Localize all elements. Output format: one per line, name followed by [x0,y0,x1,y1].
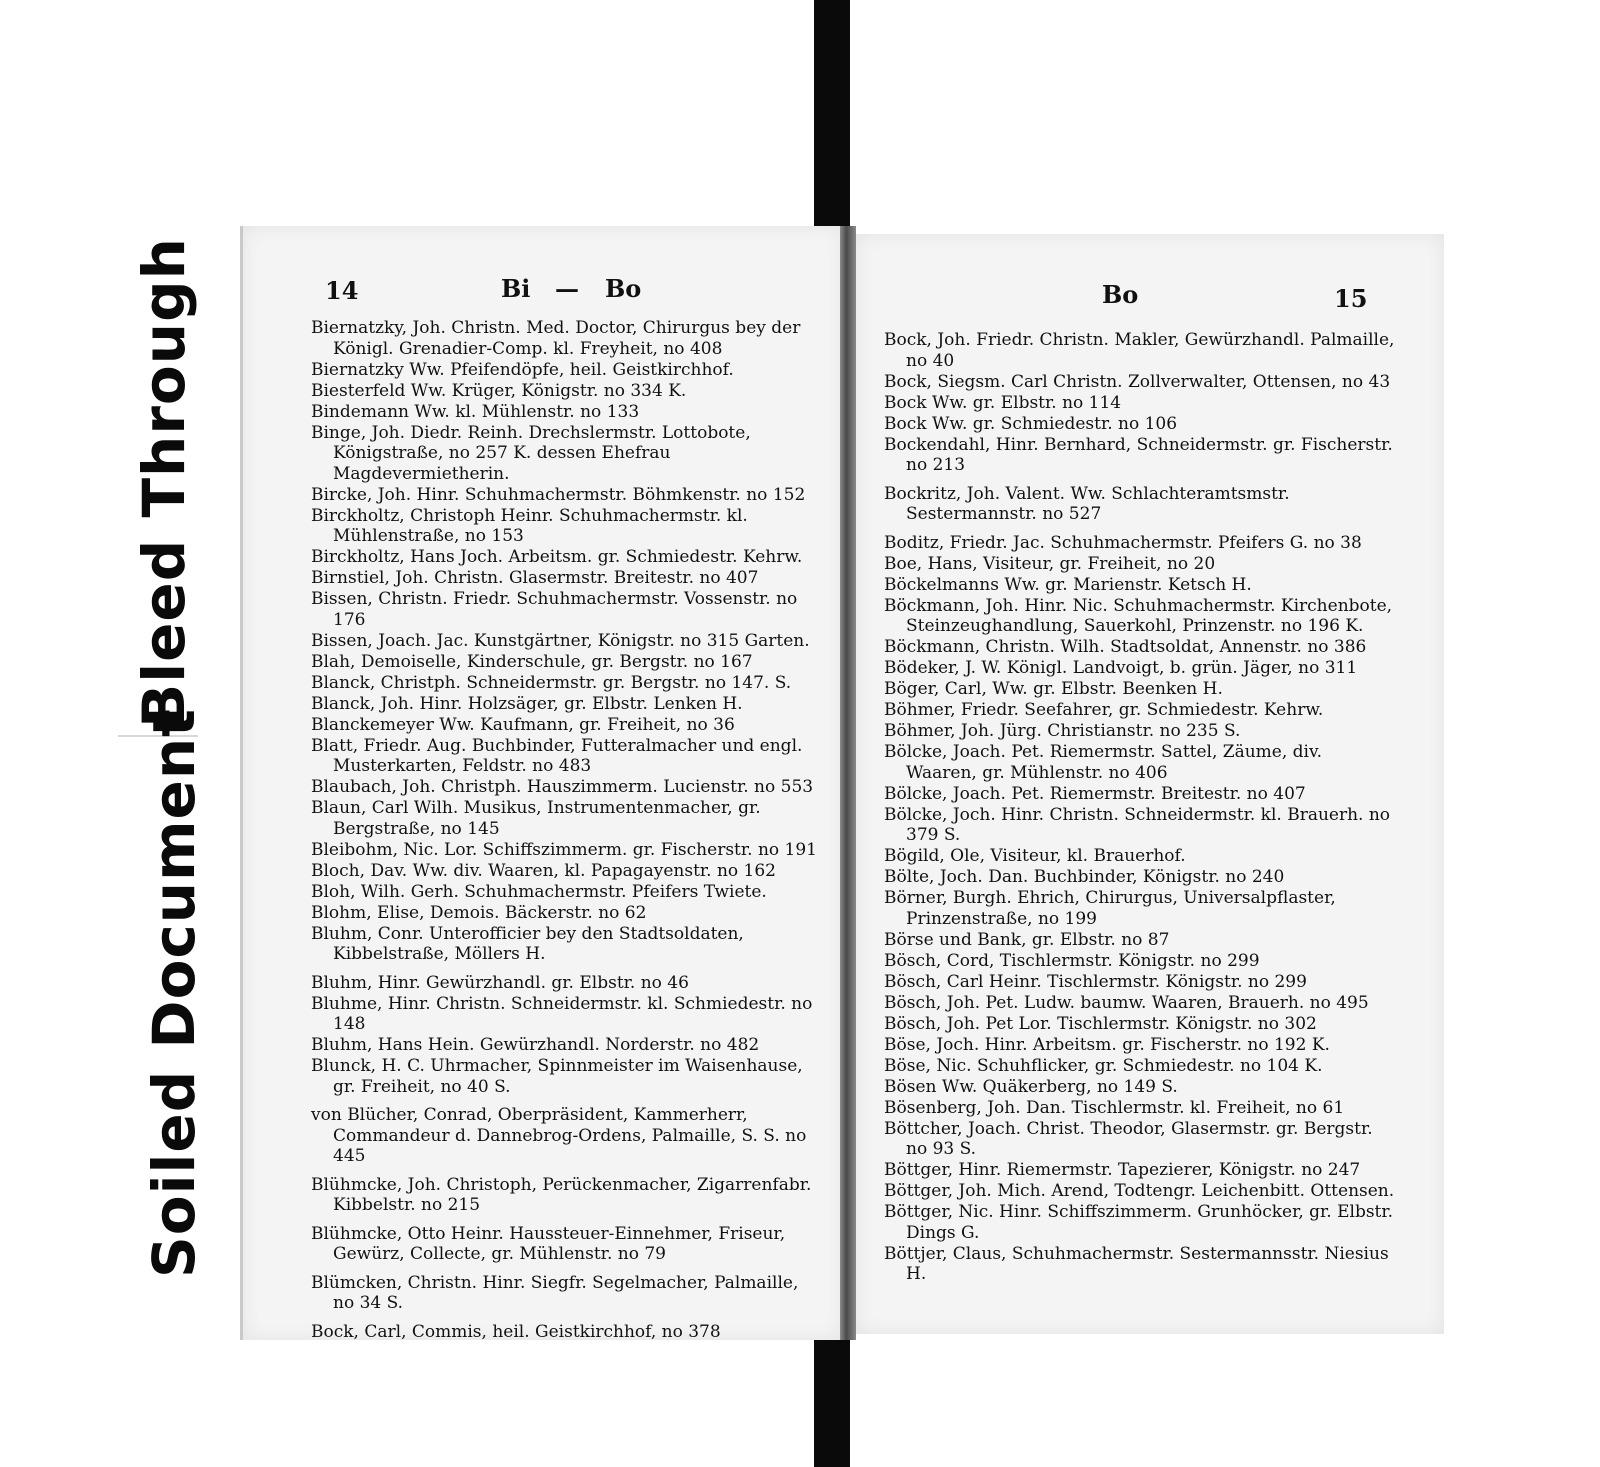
directory-entry: Böttjer, Claus, Schuhmachermstr. Sestermannsstr. Niesius H. [884,1243,1389,1284]
directory-entry: Bluhm, Conr. Unterofficier bey den Stadtsoldaten, Kibbelstraße, Möllers H. [311,923,744,964]
directory-entry: Birckholtz, Hans Joch. Arbeitsm. gr. Schmiedestr. Kehrw. [311,547,803,567]
running-head-right: Bo [1102,280,1139,309]
directory-entry: Boditz, Friedr. Jac. Schuhmachermstr. Pfeifers G. no 38 [884,532,1362,553]
directory-entry: Blanck, Joh. Hinr. Holzsäger, gr. Elbstr. Lenken H. [311,693,743,714]
directory-entry: Böse, Nic. Schuhflicker, gr. Schmiedestr. no 104 K. [884,1055,1323,1076]
directory-entry: Bindemann Ww. kl. Mühlenstr. no 133 [311,401,640,422]
directory-entry: Börse und Bank, gr. Elbstr. no 87 [884,929,1170,950]
running-head-left-end: Bo [605,274,642,303]
page-number-left: 14 [325,276,359,305]
directory-entry: Bissen, Christn. Friedr. Schuhmachermstr. Vossenstr. no 176 [311,589,798,630]
directory-entry: Bösenberg, Joh. Dan. Tischlermstr. kl. Freiheit, no 61 [884,1097,1345,1118]
directory-entry: Bösch, Cord, Tischlermstr. Königstr. no 299 [884,950,1260,971]
directory-entry: Bösch, Joh. Pet Lor. Tischlermstr. Königstr. no 302 [884,1013,1317,1034]
directory-entries-right [884,330,1396,1285]
directory-entry: Böger, Carl, Ww. gr. Elbstr. Beenken H. [884,679,1223,699]
directory-entry: Blanck, Christph. Schneidermstr. gr. Bergstr. no 147. S. [311,672,792,693]
directory-entry: Bölcke, Joch. Hinr. Christn. Schneidermstr. kl. Brauerh. no 379 S. [884,804,1391,845]
directory-entry: von Blücher, Conrad, Oberpräsident, Kammerherr, Commandeur d. Dannebrog-Ordens, Palmaille, S. S. no 445 [311,1105,807,1166]
directory-entry: Bleibohm, Nic. Lor. Schiffszimmerm. gr. Fischerstr. no 191 [311,839,817,860]
directory-entry: Bösch, Joh. Pet. Ludw. baumw. Waaren, Brauerh. no 495 [884,992,1369,1013]
directory-entry: Bockritz, Joh. Valent. Ww. Schlachteramtsmstr. Sestermannstr. no 527 [884,483,1290,524]
directory-entry: Böckelmanns Ww. gr. Marienstr. Ketsch H. [884,574,1252,595]
directory-entry: Blümcken, Christn. Hinr. Siegfr. Segelmacher, Palmaille, no 34 S. [311,1272,799,1313]
directory-entry: Bock, Carl, Commis, heil. Geistkirchhof, no 378 [311,1321,721,1342]
soiled-document-label: Soiled Document [140,708,208,1278]
directory-entry: Bölte, Joch. Dan. Buchbinder, Königstr. no 240 [884,867,1285,887]
directory-entry: Böttger, Nic. Hinr. Schiffszimmerm. Grunhöcker, gr. Elbstr. Dings G. [884,1202,1394,1243]
directory-entry: Bluhme, Hinr. Christn. Schneidermstr. kl. Schmiedestr. no 148 [311,993,813,1034]
directory-entry: Bloch, Dav. Ww. div. Waaren, kl. Papagayenstr. no 162 [311,860,777,881]
directory-entry: Blaun, Carl Wilh. Musikus, Instrumentenmacher, gr. Bergstraße, no 145 [311,798,761,839]
directory-entry: Blunck, H. C. Uhrmacher, Spinnmeister im Waisenhause, gr. Freiheit, no 40 S. [311,1056,803,1097]
directory-entry: Bock Ww. gr. Schmiedestr. no 106 [884,413,1178,434]
right-page [856,234,1444,1334]
directory-entry: Bösen Ww. Quäkerberg, no 149 S. [884,1076,1178,1097]
directory-entry: Bösch, Carl Heinr. Tischlermstr. Königstr. no 299 [884,971,1307,992]
directory-entry: Birckholtz, Christoph Heinr. Schuhmachermstr. kl. Mühlenstraße, no 153 [311,505,748,546]
directory-entry: Bissen, Joach. Jac. Kunstgärtner, Königstr. no 315 Garten. [311,630,810,651]
directory-entry: Blah, Demoiselle, Kinderschule, gr. Bergstr. no 167 [311,651,753,672]
directory-entry: Biernatzky, Joh. Christn. Med. Doctor, Chirurgus bey der Königl. Grenadier-Comp. kl. Freyheit, no 408 [311,318,801,359]
directory-entry: Blühmcke, Joh. Christoph, Perückenmacher, Zigarrenfabr. Kibbelstr. no 215 [311,1174,812,1215]
directory-entry: Blohm, Elise, Demois. Bäckerstr. no 62 [311,902,647,923]
directory-entry: Böhmer, Friedr. Seefahrer, gr. Schmiedestr. Kehrw. [884,700,1324,720]
directory-entry: Bock, Siegsm. Carl Christn. Zollverwalter, Ottensen, no 43 [884,371,1391,392]
directory-entry: Bockendahl, Hinr. Bernhard, Schneidermstr. gr. Fischerstr. no 213 [884,434,1393,475]
directory-entry: Biesterfeld Ww. Krüger, Königstr. no 334 K. [311,380,687,401]
directory-entry: Blaubach, Joh. Christph. Hauszimmerm. Lucienstr. no 553 [311,777,814,797]
bleed-through-label: Bleed Through [130,237,198,728]
directory-entry: Blanckemeyer Ww. Kaufmann, gr. Freiheit, no 36 [311,714,735,735]
directory-entry: Bircke, Joh. Hinr. Schuhmachermstr. Böhmkenstr. no 152 [311,484,806,505]
binding-strip-top [814,0,850,248]
directory-entry: Binge, Joh. Diedr. Reinh. Drechslermstr. Lottobote, Königstraße, no 257 K. dessen Ehefrau Magdevermietherin. [311,422,751,484]
directory-entry: Börner, Burgh. Ehrich, Chirurgus, Universalpflaster, Prinzenstraße, no 199 [884,888,1336,929]
directory-entry: Bödeker, J. W. Königl. Landvoigt, b. grün. Jäger, no 311 [884,658,1358,678]
directory-entry: Bölcke, Joach. Pet. Riemermstr. Sattel, Zäume, div. Waaren, gr. Mühlenstr. no 406 [884,742,1322,783]
directory-entry: Birnstiel, Joh. Christn. Glasermstr. Breitestr. no 407 [311,568,759,588]
directory-entry: Böttger, Hinr. Riemermstr. Tapezierer, Königstr. no 247 [884,1160,1361,1180]
directory-entry: Boe, Hans, Visiteur, gr. Freiheit, no 20 [884,553,1216,574]
book-gutter [840,226,856,1340]
directory-entry: Bögild, Ole, Visiteur, kl. Brauerhof. [884,846,1186,866]
directory-entry: Böckmann, Joh. Hinr. Nic. Schuhmachermstr. Kirchenbote, Steinzeughandlung, Sauerkohl, Prinzenstr. no 196 K. [884,595,1393,636]
directory-entry: Bock, Joh. Friedr. Christn. Makler, Gewürzhandl. Palmaille, no 40 [884,330,1395,371]
directory-entry: Bloh, Wilh. Gerh. Schuhmachermstr. Pfeifers Twiete. [311,881,767,902]
running-head-left-start: Bi [501,274,531,303]
directory-entry: Biernatzky Ww. Pfeifendöpfe, heil. Geistkirchhof. [311,359,734,380]
directory-entry: Bock Ww. gr. Elbstr. no 114 [884,392,1122,413]
left-page [240,226,843,1340]
directory-entries-left [311,318,821,1343]
directory-entry: Böckmann, Christn. Wilh. Stadtsoldat, Annenstr. no 386 [884,637,1367,657]
directory-entry: Bölcke, Joach. Pet. Riemermstr. Breitestr. no 407 [884,783,1306,804]
directory-entry: Böhmer, Joh. Jürg. Christianstr. no 235 S. [884,721,1241,741]
directory-entry: Blühmcke, Otto Heinr. Haussteuer-Einnehmer, Friseur, Gewürz, Collecte, gr. Mühlenstr. no 79 [311,1223,786,1264]
binding-strip-bottom [814,1336,850,1467]
page-number-right: 15 [1334,284,1368,313]
directory-entry: Bluhm, Hinr. Gewürzhandl. gr. Elbstr. no 46 [311,972,689,993]
directory-entry: Böttger, Joh. Mich. Arend, Todtengr. Leichenbitt. Ottensen. [884,1181,1395,1201]
running-head-dash: — [555,274,579,303]
directory-entry: Blatt, Friedr. Aug. Buchbinder, Futteralmacher und engl. Musterkarten, Feldstr. no 483 [311,735,803,776]
directory-entry: Böttcher, Joach. Christ. Theodor, Glasermstr. gr. Bergstr. no 93 S. [884,1118,1373,1159]
directory-entry: Böse, Joch. Hinr. Arbeitsm. gr. Fischerstr. no 192 K. [884,1034,1330,1055]
directory-entry: Bluhm, Hans Hein. Gewürzhandl. Norderstr. no 482 [311,1035,760,1055]
